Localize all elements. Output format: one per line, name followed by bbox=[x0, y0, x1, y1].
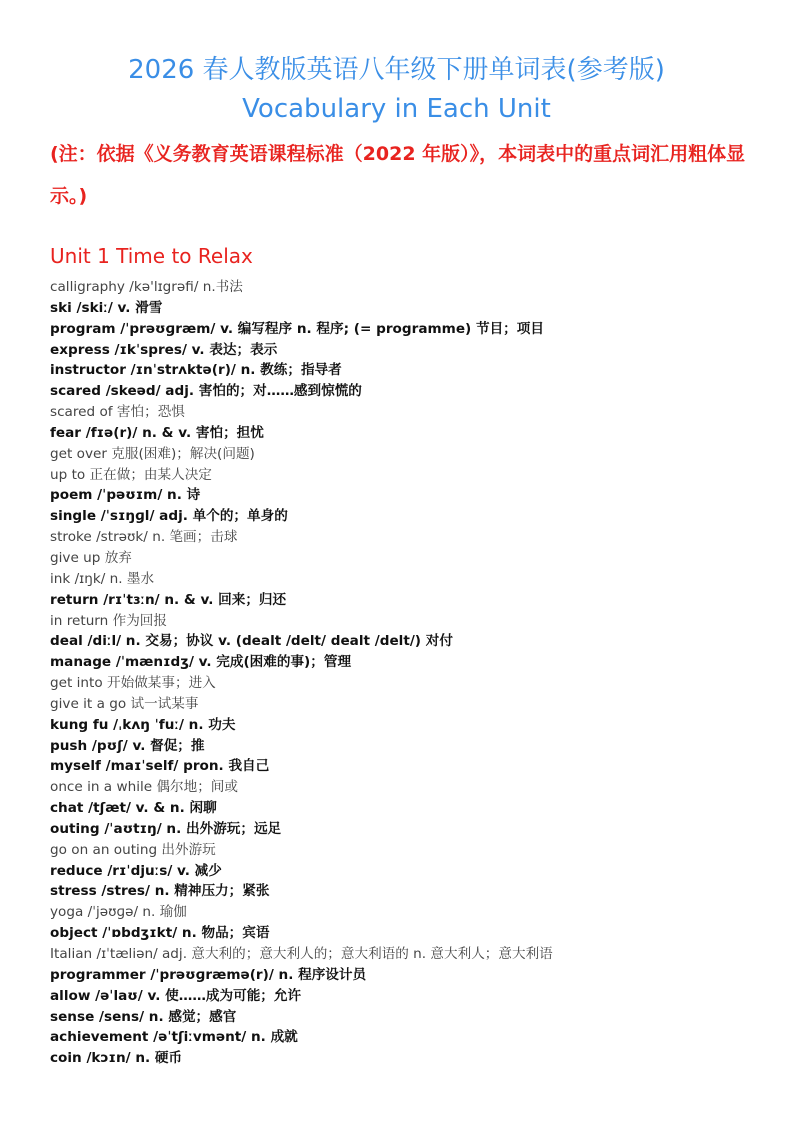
vocab-entry: stress /stres/ n. 精神压力；紧张 bbox=[50, 883, 270, 900]
vocab-entry: chat /tʃæt/ v. & n. 闲聊 bbox=[50, 800, 217, 817]
vocab-entry: reduce /rɪˈdjuːs/ v. 减少 bbox=[50, 862, 222, 879]
vocab-entry: in return 作为回报 bbox=[50, 612, 167, 629]
unit-1-heading: Unit 1 Time to Relax bbox=[50, 244, 253, 268]
vocab-entry: push /pʊʃ/ v. 督促；推 bbox=[50, 737, 205, 754]
vocab-entry: up to 正在做；由某人决定 bbox=[50, 466, 212, 483]
vocab-entry: ski /skiː/ v. 滑雪 bbox=[50, 299, 163, 316]
vocab-entry: give up 放弃 bbox=[50, 549, 132, 566]
vocab-entry: calligraphy /kə'lɪgrəfi/ n.书法 bbox=[50, 279, 243, 295]
vocab-entry: go on an outing 出外游玩 bbox=[50, 841, 216, 858]
vocab-entry: get into 开始做某事；进入 bbox=[50, 675, 216, 692]
vocab-entry: outing /ˈaʊtɪŋ/ n. 出外游玩；远足 bbox=[50, 820, 282, 837]
vocab-entry: poem /ˈpəʊɪm/ n. 诗 bbox=[50, 487, 201, 504]
vocab-entry: fear /fɪə(r)/ n. & v. 害怕；担忧 bbox=[50, 424, 264, 441]
vocab-entry: deal /diːl/ n. 交易；协议 v. (dealt /delt/ dealt /delt/) 对付 bbox=[50, 633, 453, 650]
vocab-entry: program /ˈprəʊɡræm/ v. 编写程序 n. 程序; (= programme) 节目；项目 bbox=[50, 320, 544, 337]
vocab-entry: kung fu /ˌkʌŋ ˈfuː/ n. 功夫 bbox=[50, 716, 236, 733]
vocab-entry: once in a while 偶尔地；间或 bbox=[50, 779, 238, 796]
vocab-entry: object /ˈɒbdʒɪkt/ n. 物品；宾语 bbox=[50, 925, 270, 942]
vocab-entry: programmer /ˈprəʊɡræmə(r)/ n. 程序设计员 bbox=[50, 966, 367, 983]
vocab-entry: sense /sens/ n. 感觉；感官 bbox=[50, 1008, 237, 1025]
unit-1-vocabulary-list bbox=[50, 277, 770, 1069]
bold-usage-note: (注：依据《义务教育英语课程标准（2022 年版）》，本词表中的重点词汇用粗体显示。) bbox=[50, 143, 746, 207]
vocab-entry: scared of 害怕；恐惧 bbox=[50, 404, 185, 421]
vocab-entry: allow /əˈlaʊ/ v. 使……成为可能；允许 bbox=[50, 987, 302, 1004]
vocab-entry: scared /skeəd/ adj. 害怕的；对……感到惊慌的 bbox=[50, 383, 362, 400]
document-title: 2026 春人教版英语八年级下册单词表(参考版) bbox=[128, 55, 665, 85]
vocab-entry: Italian /ɪˈtæliən/ adj. 意大利的；意大利人的；意大利语的 n. 意大利人；意大利语 bbox=[50, 946, 553, 962]
vocab-entry: instructor /ɪnˈstrʌktə(r)/ n. 教练；指导者 bbox=[50, 362, 342, 379]
vocab-entry: express /ɪkˈspres/ v. 表达；表示 bbox=[50, 341, 278, 358]
vocab-entry: ink /ɪŋk/ n. 墨水 bbox=[50, 570, 155, 587]
vocab-entry: get over 克服(困难)；解决(问题) bbox=[50, 445, 255, 462]
vocab-entry: single /ˈsɪŋɡl/ adj. 单个的；单身的 bbox=[50, 508, 288, 525]
vocab-entry: stroke /strəʊk/ n. 笔画；击球 bbox=[50, 529, 238, 546]
document-subtitle: Vocabulary in Each Unit bbox=[242, 94, 551, 124]
vocab-entry: myself /maɪˈself/ pron. 我自己 bbox=[50, 758, 270, 775]
vocab-entry: return /rɪˈtɜːn/ n. & v. 回来；归还 bbox=[50, 591, 287, 608]
vocab-entry: manage /ˈmænɪdʒ/ v. 完成(困难的事)；管理 bbox=[50, 654, 352, 671]
vocab-entry: yoga /ˈjəʊɡə/ n. 瑜伽 bbox=[50, 904, 187, 921]
vocab-entry: achievement /əˈtʃiːvmənt/ n. 成就 bbox=[50, 1029, 298, 1046]
vocab-entry: coin /kɔɪn/ n. 硬币 bbox=[50, 1050, 183, 1067]
vocab-entry: give it a go 试一试某事 bbox=[50, 695, 199, 712]
